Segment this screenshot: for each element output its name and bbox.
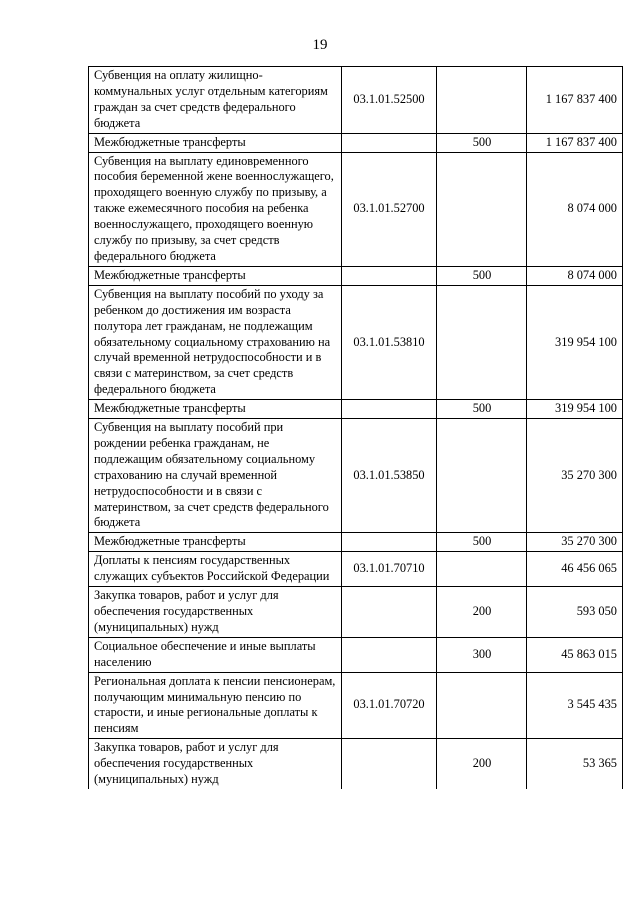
row-sum: 3 545 435	[527, 672, 623, 739]
row-name: Доплаты к пенсиям государственных служащих субъектов Российской Федерации	[89, 552, 342, 587]
page-number: 19	[312, 37, 328, 53]
row-sum: 1 167 837 400	[527, 133, 623, 152]
table-row	[89, 533, 623, 552]
row-code: 03.1.01.53810	[342, 285, 437, 399]
row-sum: 46 456 065	[527, 552, 623, 587]
table-row	[89, 67, 623, 134]
row-name: Региональная доплата к пенсии пенсионерам, получающим минимальную пенсию по старости, и иные региональные доплаты к пенсиям	[89, 672, 342, 739]
row-sum: 8 074 000	[527, 152, 623, 266]
row-expense-type: 500	[437, 533, 527, 552]
row-expense-type: 500	[437, 400, 527, 419]
budget-table	[88, 66, 623, 789]
row-code	[342, 637, 437, 672]
row-sum: 35 270 300	[527, 419, 623, 533]
row-name: Межбюджетные трансферты	[89, 266, 342, 285]
row-code: 03.1.01.52500	[342, 67, 437, 134]
row-code: 03.1.01.53850	[342, 419, 437, 533]
row-name: Субвенция на выплату пособий по уходу за ребенком до достижения им возраста полутора лет гражданам, не подлежащим обязательному социальному страхованию на случай временной нетрудоспособности и в связи с материнством, за счет средств федерального бюджета	[89, 285, 342, 399]
table-row	[89, 587, 623, 638]
table-row	[89, 133, 623, 152]
row-code: 03.1.01.70710	[342, 552, 437, 587]
row-code: 03.1.01.70720	[342, 672, 437, 739]
row-name: Закупка товаров, работ и услуг для обеспечения государственных (муниципальных) нужд	[89, 739, 342, 789]
row-name: Межбюджетные трансферты	[89, 533, 342, 552]
table-row	[89, 419, 623, 533]
row-expense-type	[437, 672, 527, 739]
row-code	[342, 266, 437, 285]
row-code	[342, 739, 437, 789]
row-expense-type	[437, 552, 527, 587]
row-sum: 1 167 837 400	[527, 67, 623, 134]
table-row	[89, 552, 623, 587]
row-sum: 319 954 100	[527, 400, 623, 419]
row-sum: 35 270 300	[527, 533, 623, 552]
table-row	[89, 152, 623, 266]
row-expense-type: 500	[437, 266, 527, 285]
table-row	[89, 672, 623, 739]
row-expense-type	[437, 152, 527, 266]
row-sum: 319 954 100	[527, 285, 623, 399]
row-expense-type: 200	[437, 587, 527, 638]
row-name: Субвенция на выплату единовременного пособия беременной жене военнослужащего, проходящего военную службу по призыву, а также ежемесячного пособия на ребенка военнослужащего, проходящего военную службу по призыву, за счет средств федерального бюджета	[89, 152, 342, 266]
row-name: Межбюджетные трансферты	[89, 400, 342, 419]
row-name: Социальное обеспечение и иные выплаты населению	[89, 637, 342, 672]
row-name: Субвенция на выплату пособий при рождении ребенка гражданам, не подлежащим обязательному социальному страхованию на случай временной нетрудоспособности и в связи с материнством, за счет средств федерального бюджета	[89, 419, 342, 533]
table-row	[89, 400, 623, 419]
row-sum: 8 074 000	[527, 266, 623, 285]
row-sum: 45 863 015	[527, 637, 623, 672]
row-sum: 53 365	[527, 739, 623, 789]
row-name: Субвенция на оплату жилищно-коммунальных услуг отдельным категориям граждан за счет средств федерального бюджета	[89, 67, 342, 134]
table-row	[89, 285, 623, 399]
row-name: Закупка товаров, работ и услуг для обеспечения государственных (муниципальных) нужд	[89, 587, 342, 638]
row-code: 03.1.01.52700	[342, 152, 437, 266]
table-row	[89, 637, 623, 672]
row-name: Межбюджетные трансферты	[89, 133, 342, 152]
row-expense-type: 300	[437, 637, 527, 672]
row-expense-type	[437, 67, 527, 134]
table-row	[89, 739, 623, 789]
row-expense-type: 500	[437, 133, 527, 152]
table-row	[89, 266, 623, 285]
budget-table-body	[89, 67, 623, 789]
row-expense-type	[437, 285, 527, 399]
row-code	[342, 400, 437, 419]
row-expense-type	[437, 419, 527, 533]
row-code	[342, 133, 437, 152]
row-code	[342, 533, 437, 552]
row-expense-type: 200	[437, 739, 527, 789]
row-code	[342, 587, 437, 638]
row-sum: 593 050	[527, 587, 623, 638]
